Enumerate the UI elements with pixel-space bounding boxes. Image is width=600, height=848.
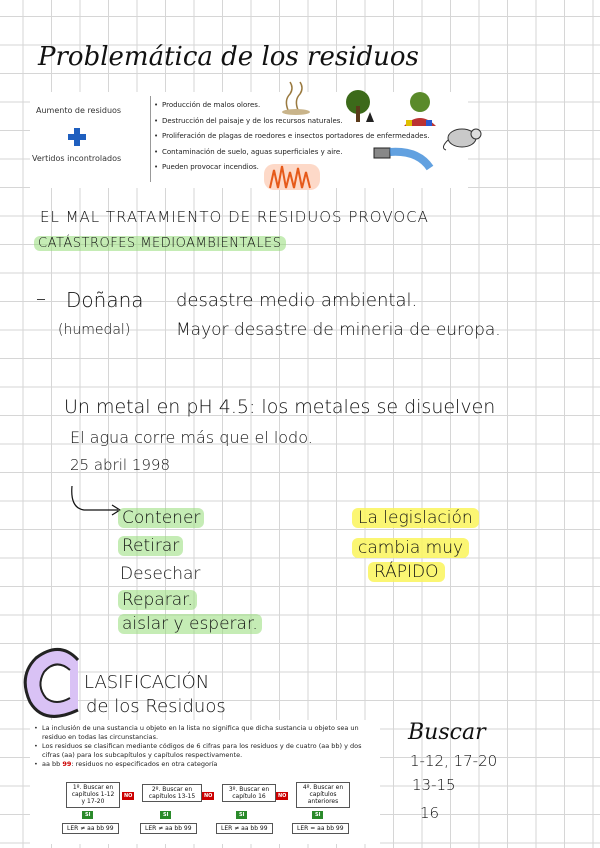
action-desechar: Desechar xyxy=(120,564,201,584)
list-item: • Los residuos se clasifican mediante códigos de 6 cifras para los residuos y de cuatro (aa bb) y dos cifras (aa) para los subcapítulos y capítulos respectivamente. xyxy=(34,742,374,760)
donana-desc1: desastre medio ambiental. xyxy=(176,290,418,311)
list-item: • aa bb 99: residuos no especificados en otra categoría xyxy=(34,760,374,769)
buscar-line2: 13-15 xyxy=(412,776,456,794)
si-label-2: SI xyxy=(160,811,171,819)
action-retirar: Retirar xyxy=(118,536,183,556)
bracket-divider xyxy=(150,96,151,182)
increase-waste-label: Aumento de residuos xyxy=(36,106,122,115)
buscar-line1: 1-12, 17-20 xyxy=(410,752,498,770)
law-line1: La legislación xyxy=(352,508,479,528)
list-item: • La inclusión de una sustancia u objeto en la lista no significa que dicha sustancia u objeto sea un residuo en todas las circunstancias. xyxy=(34,724,374,742)
plus-icon xyxy=(68,128,86,146)
action-aislar: aislar y esperar. xyxy=(118,614,262,634)
uncontrolled-dumping-label: Vertidos incontrolados xyxy=(32,154,122,163)
law-line2: cambia muy xyxy=(352,538,469,558)
list-item: • Destrucción del paisaje y de los recursos naturales. xyxy=(154,114,429,130)
buscar-line3: 16 xyxy=(420,804,440,822)
si-label-4: SI xyxy=(312,811,323,819)
list-item: • Pueden provocar incendios. xyxy=(154,160,429,176)
donana-sub: (humedal) xyxy=(58,322,131,338)
law-line3: RÁPIDO xyxy=(368,562,445,582)
dash-mark: – xyxy=(36,286,46,310)
section-title1: LASIFICACIÓN xyxy=(84,672,210,693)
section-title2: de los Residuos xyxy=(86,696,226,717)
list-item: • Producción de malos olores. xyxy=(154,98,429,114)
landscape-illustration xyxy=(342,88,392,128)
destruction-illustration xyxy=(400,90,440,134)
note-date: 25 abril 1998 xyxy=(70,456,171,474)
headline-highlight: CATÁSTROFES MEDIOAMBIENTALES xyxy=(34,236,286,251)
no-arrow-2: NO xyxy=(204,793,213,799)
headline-line2 xyxy=(34,236,286,251)
pipe-illustration xyxy=(368,142,438,176)
buscar-title: Buscar xyxy=(408,720,486,745)
step-4-box: 4º. Buscar en capítulos anteriores xyxy=(296,782,350,808)
donana-name: Doñana xyxy=(66,288,144,312)
rat-icon xyxy=(440,122,486,156)
si-label-1: SI xyxy=(82,811,93,819)
ler-code-4: LER = aa bb 99 xyxy=(292,823,349,834)
action-reparar: Reparar. xyxy=(118,590,197,610)
smell-illustration xyxy=(280,80,316,120)
ler-code-3: LER ≠ aa bb 99 xyxy=(216,823,273,834)
classification-list xyxy=(34,724,374,769)
ler-code-1: LER ≠ aa bb 99 xyxy=(62,823,119,834)
note-line2: El agua corre más que el lodo. xyxy=(70,428,313,447)
no-arrow-3: NO xyxy=(278,793,287,799)
si-label-3: SI xyxy=(236,811,247,819)
step-2-box: 2º. Buscar en capítulos 13-15 xyxy=(142,784,202,802)
step-3-box: 3º. Buscar en capítulo 16 xyxy=(222,784,276,802)
list-item: • Contaminación de suelo, aguas superficiales y aire. xyxy=(154,145,429,161)
list-item: • Proliferación de plagas de roedores e insectos portadores de enfermedades. xyxy=(154,129,429,145)
classification-figure xyxy=(30,720,380,844)
note-line1: Un metal en pH 4.5: los metales se disuelven xyxy=(64,396,496,418)
headline-line1: EL MAL TRATAMIENTO DE RESIDUOS PROVOCA xyxy=(40,208,429,226)
section-initial xyxy=(20,646,90,722)
fire-illustration xyxy=(264,162,320,196)
donana-desc2: Mayor desastre de mineria de europa. xyxy=(176,320,501,340)
step-1-box: 1º. Buscar en capítulos 1-12 y 17-20 xyxy=(66,782,120,808)
ler-code-2: LER ≠ aa bb 99 xyxy=(140,823,197,834)
page-title: Problemática de los residuos xyxy=(38,42,419,72)
action-contener: Contener xyxy=(118,508,204,528)
arrow-icon xyxy=(66,486,126,520)
no-arrow-1: NO xyxy=(124,793,133,799)
